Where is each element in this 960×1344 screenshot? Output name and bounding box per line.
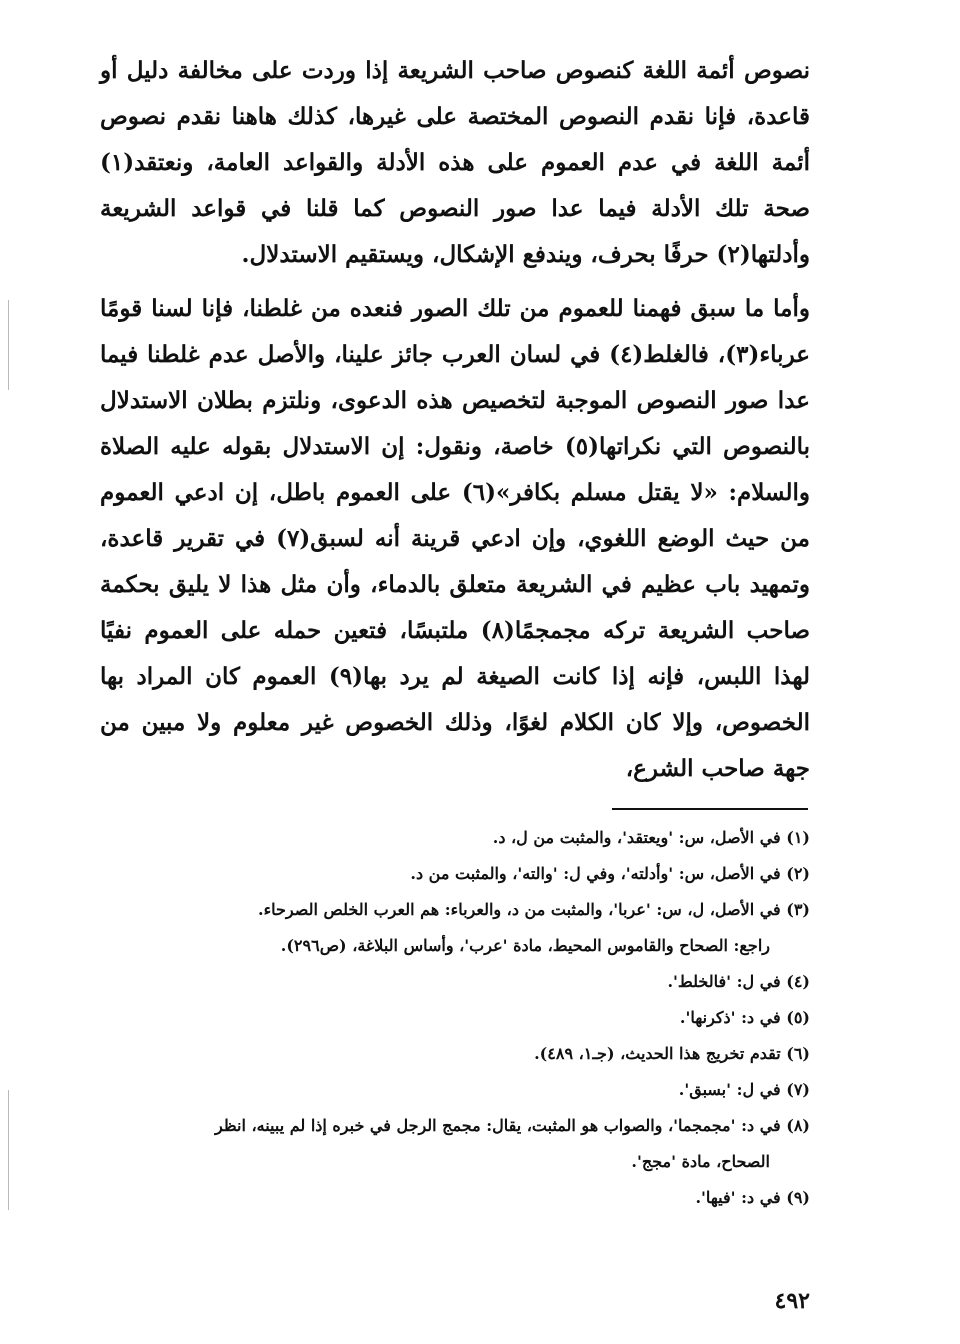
footnote-4: (٤) في ل: 'فالخلط'. (667, 972, 810, 991)
main-text (100, 48, 810, 792)
footnote-2: (٢) في الأصل، س: 'وأدلته'، وفي ل: 'والته'، والمثبت من د. (410, 864, 810, 883)
footnote-3: (٣) في الأصل، ل، س: 'عربا'، والمثبت من د، والعرباء: هم العرب الخلص الصرحاء. (258, 900, 810, 919)
page-number: ٤٩٢ (774, 1288, 810, 1314)
footnote-6: (٦) تقدم تخريج هذا الحديث، (جـ١، ٤٨٩). (534, 1044, 810, 1063)
footnote-7: (٧) في ل: 'بسبق'. (678, 1080, 810, 1099)
paragraph-2: وأما ما سبق فهمنا للعموم من تلك الصور فنعده من غلطنا، فإنا لسنا قومًا عرباء(٣)، فالغلط(٤) في لسان العرب جائز علينا، والأصل عدم غلطنا فيما عدا صور النصوص الموجبة لتخصيص هذه الدعوى، ونلتزم بطلان الاستدلال بالنصوص التي نكراتها(٥) خاصة، ونقول: إن الاستدلال بقوله عليه الصلاة والسلام: «لا يقتل مسلم بكافر»(٦) على العموم باطل، إن ادعي العموم من حيث الوضع اللغوي، وإن ادعي قرينة أنه لسبق(٧) في تقرير قاعدة، وتمهيد باب عظيم في الشريعة متعلق بالدماء، وأن مثل هذا لا يليق بحكمة صاحب الشريعة تركه مجمجمًا(٨) ملتبسًا، فتعين حمله على العموم نفيًا لهذا اللبس، فإنه إذا كانت الصيغة لم يرد بها(٩) العموم كان المراد بها الخصوص، وإلا كان الكلام لغوًا، وذلك الخصوص غير معلوم ولا مبين من جهة صاحب الشرع، (100, 295, 810, 782)
footnote-8-continuation: الصحاح، مادة 'مجج'. (631, 1152, 770, 1171)
scan-edge-mark (8, 300, 9, 390)
footnote-3-continuation: راجع: الصحاح والقاموس المحيط، مادة 'عرب'، وأساس البلاغة، (ص٢٩٦). (280, 936, 770, 955)
footnote-separator (612, 808, 808, 810)
footnote-9: (٩) في د: 'فيها'. (695, 1188, 810, 1207)
footnote-1: (١) في الأصل، س: 'ويعتقد'، والمثبت من ل، د. (492, 828, 810, 847)
footnote-5: (٥) في د: 'ذكرنها'. (679, 1008, 810, 1027)
footnotes (100, 820, 810, 1216)
scan-edge-mark (8, 1090, 9, 1210)
footnote-8: (٨) في د: 'مجمجما'، والصواب هو المثبت، يقال: مجمج الرجل في خبره إذا لم يبينه، انظر (215, 1116, 810, 1135)
paragraph-1: نصوص أئمة اللغة كنصوص صاحب الشريعة إذا وردت على مخالفة دليل أو قاعدة، فإنا نقدم النصوص المختصة على غيرها، كذلك هاهنا نقدم نصوص أئمة اللغة في عدم العموم على هذه الأدلة والقواعد العامة، ونعتقد(١) صحة تلك الأدلة فيما عدا صور النصوص كما قلنا في قواعد الشريعة وأدلتها(٢) حرفًا بحرف، ويندفع الإشكال، ويستقيم الاستدلال. (100, 57, 810, 268)
